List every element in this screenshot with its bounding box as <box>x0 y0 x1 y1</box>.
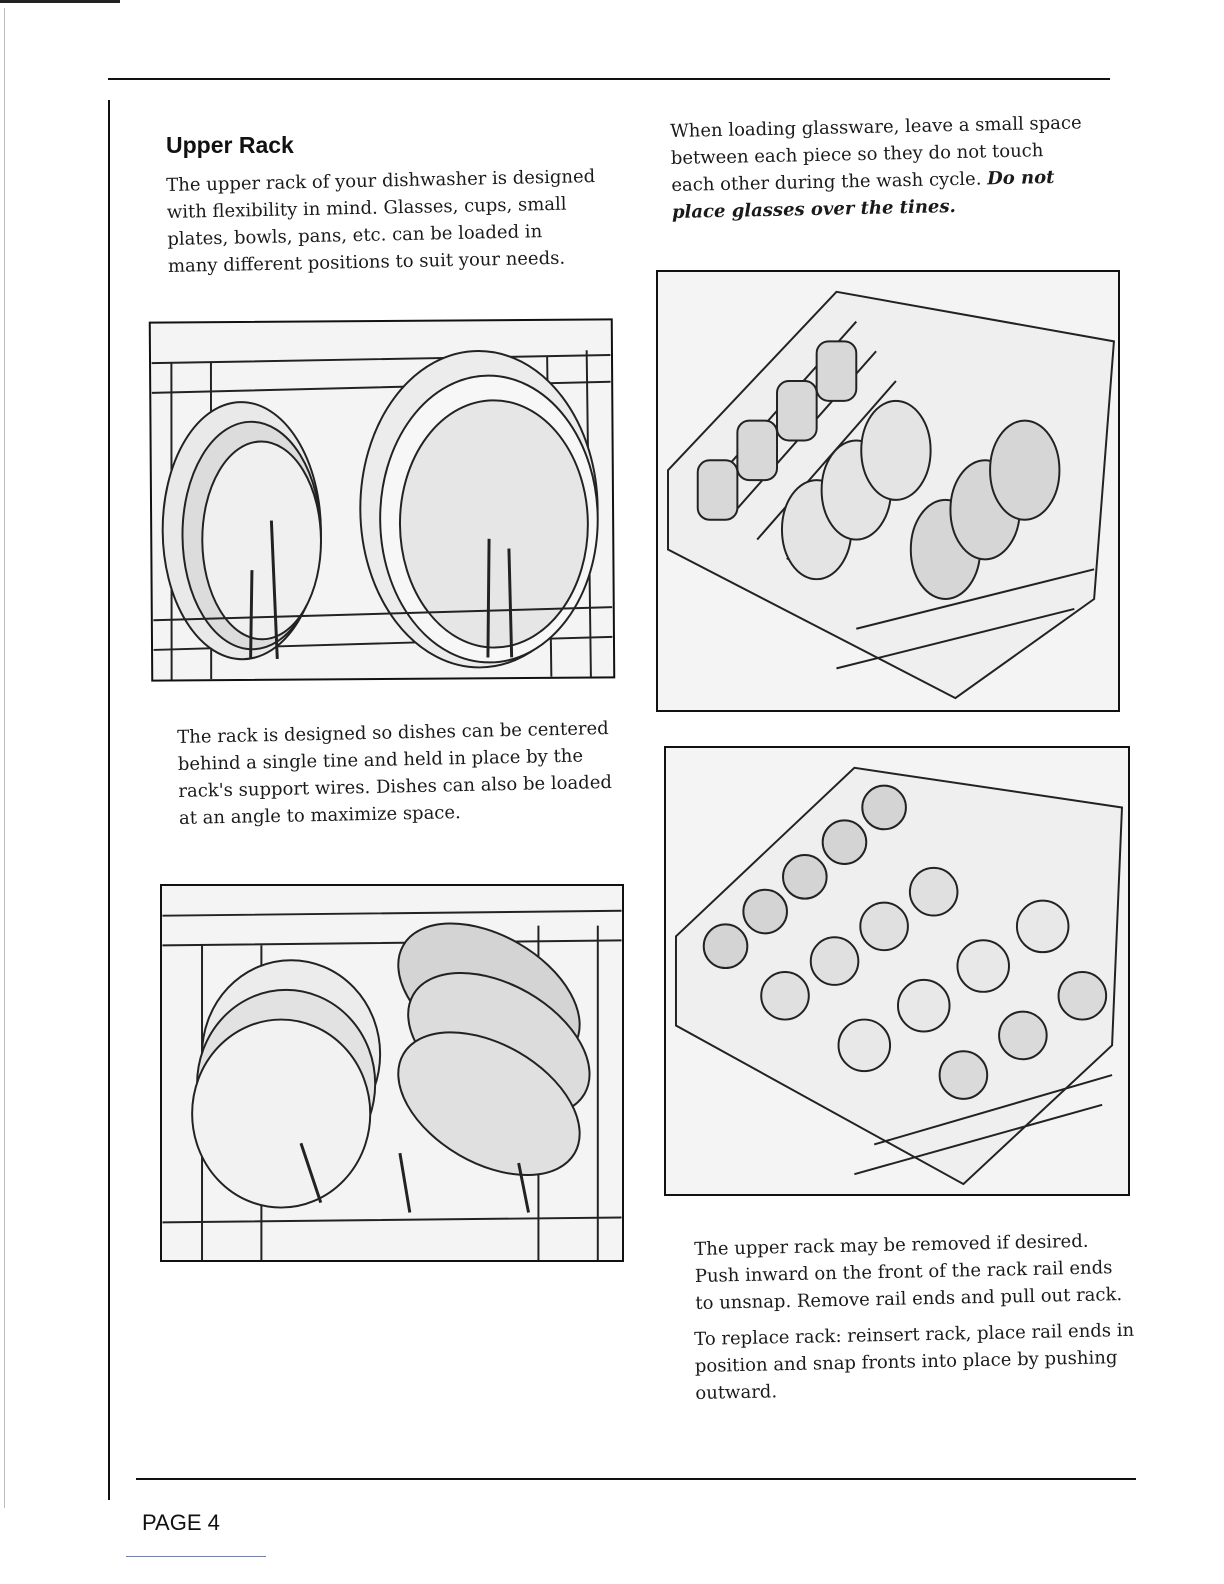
stemware-and-cups-figure <box>664 746 1130 1196</box>
glasses-and-plates-figure <box>656 270 1120 712</box>
stemware-and-cups-drawing <box>666 748 1128 1194</box>
page-frame-bottom-rule <box>136 1478 1136 1480</box>
removal-paragraph: The upper rack may be removed if desired. Push inward on the front of the rack rail ends to unsnap. Remove rail ends and pull out rack. <box>694 1230 1123 1314</box>
centering-paragraph: The rack is designed so dishes can be centered behind a single tine and held in place by the rack's support wires. Dishes can also be loaded at an angle to maximize space. <box>177 717 613 829</box>
scan-mark <box>0 0 120 3</box>
intro-paragraph: The upper rack of your dishwasher is designed with flexibility in mind. Glasses, cups, small plates, bowls, pans, etc. can be loaded in many different positions to suit your needs. <box>166 166 596 277</box>
glassware-paragraph <box>670 109 1092 226</box>
glassware-warning: Do not place glasses over the tines. <box>671 166 1055 223</box>
angled-dishes-drawing <box>162 886 622 1260</box>
page-frame-top-rule <box>108 78 1110 80</box>
angled-dishes-figure <box>160 884 624 1262</box>
plates-centered-drawing <box>151 320 613 679</box>
page-number: PAGE 4 <box>142 1510 220 1535</box>
section-heading: Upper Rack <box>166 132 294 158</box>
replace-paragraph: To replace rack: reinsert rack, place rail ends in position and snap fronts into place by pushing outward. <box>694 1319 1135 1404</box>
glasses-and-plates-drawing <box>658 272 1118 710</box>
plates-centered-figure <box>149 318 616 681</box>
page-frame-left-rule <box>108 100 110 1500</box>
glassware-text: When loading glassware, leave a small space between each piece so they do not touch each other during the wash cycle. <box>670 112 1082 196</box>
footer-mark <box>126 1556 266 1557</box>
scan-edge <box>4 8 5 1508</box>
